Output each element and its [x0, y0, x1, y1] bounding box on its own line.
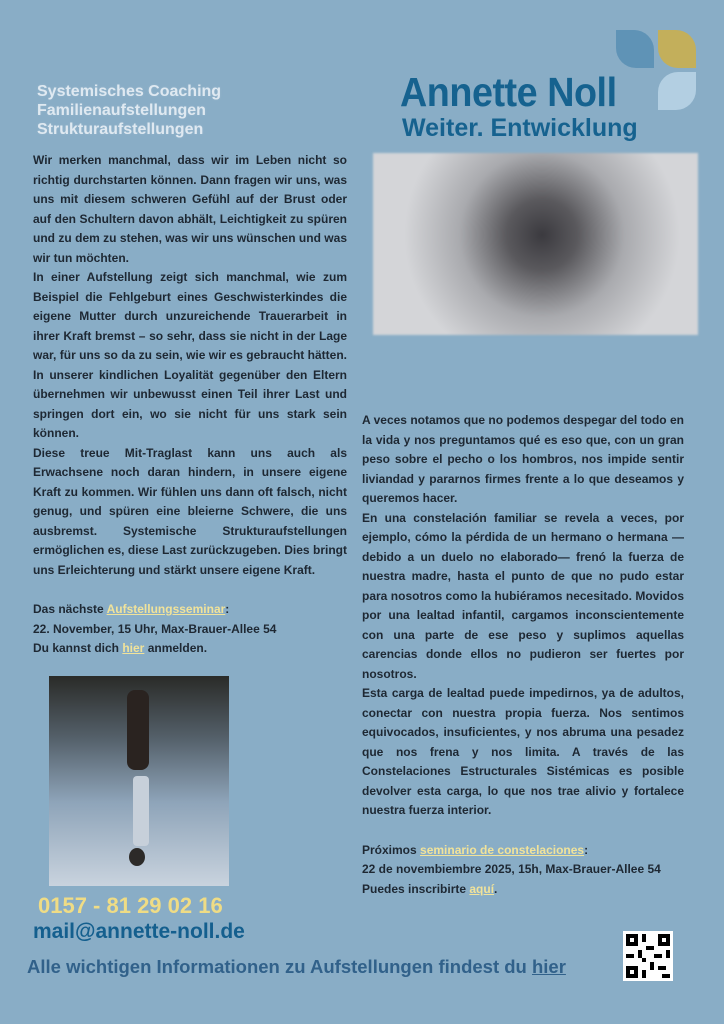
taglines	[37, 82, 221, 139]
email-link[interactable]: mail@annette-noll.de	[33, 920, 245, 943]
spanish-text	[362, 411, 684, 899]
paragraph: Esta carga de lealtad puede impedirnos, ya de adultos, conectar con nuestra propia fuerza. Nos sentimos equivocados, insuficientes, y nos abruma una pesadez que nos frena y nos limita. A través de las Constelaciones Estructurales Sistémicas es posible devolver esta carga, lo que nos trae alivio y fortalece nuestra fuerza interior.	[362, 686, 684, 817]
label: Du kannst dich	[33, 641, 123, 655]
paragraph: En una constelación familiar se revela a veces, por ejemplo, cómo la pérdida de un hermano o hermana — debido a un duelo no elaborado— frenó la fuerza de nuestra madre, hasta el punto de que no pudo estar para nosotros como la hubiéramos necesitado. Movidos por una lealtad infantil, cargamos inconscientemente con una parte de ese peso y suplimos aquellas carencias donde ellos no pudieron ser fuertes por nosotros.	[362, 510, 684, 681]
tagline-familienaufstellungen: Familienaufstellungen	[37, 102, 206, 119]
label: Das nächste	[33, 602, 107, 616]
tagline-strukturaufstellungen: Strukturaufstellungen	[37, 121, 204, 138]
reflection-photo	[49, 676, 229, 886]
paragraph: Wir merken manchmal, dass wir im Leben nicht so richtig durchstarten können. Dann fragen wir uns, was uns mit diesem schweren Gefühl auf der Brust oder auf den Schultern davon abhält, Leichtigkeit zu spüren und zu dem zu stehen, was wir uns wünschen und was wir tun möchten.	[33, 153, 347, 265]
tagline-coaching: Systemisches Coaching	[37, 83, 222, 100]
german-seminar-info	[33, 600, 347, 659]
german-text	[33, 151, 347, 659]
footer-link[interactable]: hier	[531, 956, 566, 977]
label: anmelden.	[144, 641, 208, 655]
label: :	[225, 602, 230, 616]
seminar-date: 22 de novembiembre 2025, 15h, Max-Brauer-Allee 54	[362, 862, 661, 876]
flower-photo	[373, 153, 698, 335]
phone-number[interactable]: 0157 - 81 29 02 16	[38, 893, 223, 918]
paragraph: In einer Aufstellung zeigt sich manchmal, wie zum Beispiel die Fehlgeburt eines Geschwisterkindes die eigene Mutter durch unzureichende Trauerarbeit in ihrer Kraft bremst – so sehr, dass sie nicht in der Lage war, für uns so da zu sein, wie wir es gebraucht hätten. In unserer kindlichen Loyalität gegenüber den Eltern übernehmen wir unbewusst einen Teil ihrer Last und springen dort ein, wo sie nicht für uns stark sein können.	[33, 270, 347, 440]
paragraph: Diese treue Mit-Traglast kann uns auch als Erwachsene noch daran hindern, in unsere eigene Kraft zu kommen. Wir fühlen uns dann oft falsch, nicht genug, und spüren eine bleierne Schwere, die uns ausbremst. Systemische Strukturaufstellungen ermöglichen es, diese Last zurückzugeben. Dies bringt uns Erleichterung und stärkt unsere eigene Kraft.	[33, 445, 347, 577]
seminar-link[interactable]: seminario de constelaciones	[420, 842, 585, 857]
brand-subtitle: Weiter. Entwicklung	[402, 114, 638, 142]
seminar-date: 22. November, 15 Uhr, Max-Brauer-Allee 54	[33, 621, 277, 636]
footer-text: Alle wichtigen Informationen zu Aufstellungen findest du	[27, 956, 532, 977]
paragraph: A veces notamos que no podemos despegar del todo en la vida y nos preguntamos qué es eso que, con un gran peso sobre el pecho o los hombros, nos impide sentir liviandad y pararnos firmes frente a lo que deseamos y queremos hacer.	[362, 413, 684, 505]
signup-link[interactable]: aquí	[469, 881, 495, 896]
footer	[27, 956, 566, 978]
signup-link[interactable]: hier	[122, 641, 145, 655]
label: .	[494, 881, 498, 896]
spanish-seminar-info	[362, 841, 684, 900]
label: Próximos	[362, 842, 421, 857]
brand	[400, 70, 638, 142]
qr-code-icon[interactable]	[623, 931, 673, 981]
seminar-link[interactable]: Aufstellungsseminar	[106, 602, 226, 616]
brand-name: Annette Noll	[400, 69, 617, 115]
label: :	[584, 842, 589, 857]
label: Puedes inscribirte	[362, 881, 470, 896]
